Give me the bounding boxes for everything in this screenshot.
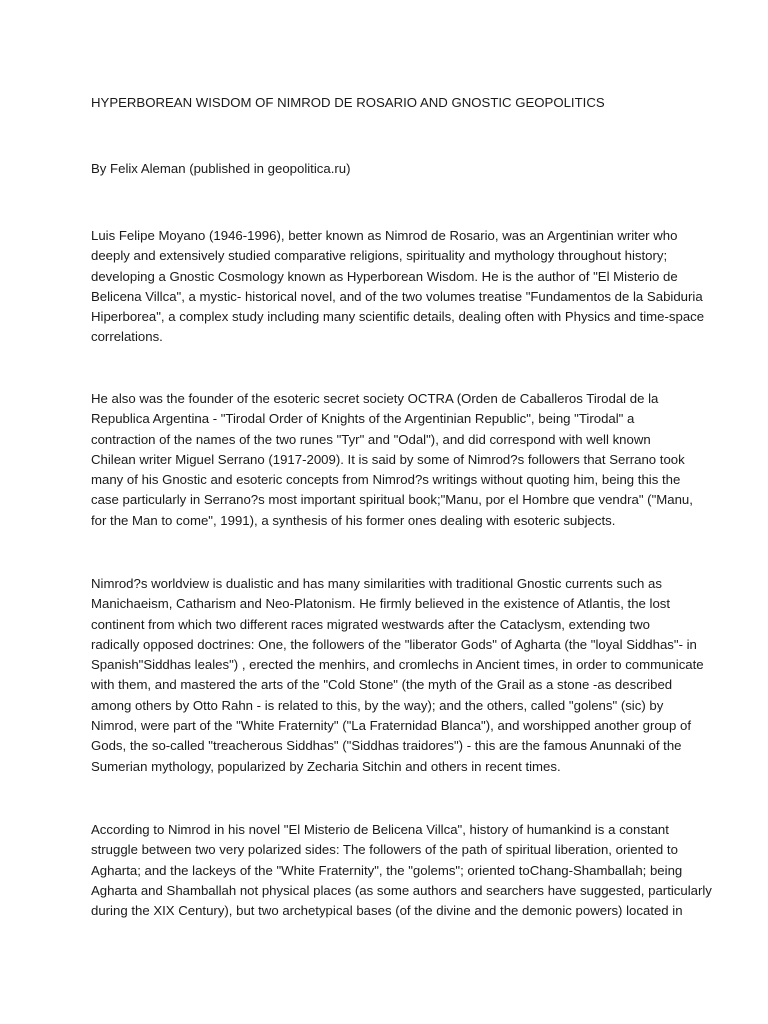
paragraph-line: with them, and mastered the arts of the "Cold Stone" (the myth of the Grail as a stone -as described: [91, 677, 673, 693]
paragraph-line: Republica Argentina - "Tirodal Order of Knights of the Argentinian Republic", being "Tirodal" a: [91, 411, 635, 427]
paragraph-line: developing a Gnostic Cosmology known as Hyperborean Wisdom. He is the author of "El Misterio de: [91, 268, 678, 284]
paragraph-line: Luis Felipe Moyano (1946-1996), better known as Nimrod de Rosario, was an Argentinian writer who: [91, 228, 678, 243]
paragraph: [91, 389, 691, 531]
paragraph-line: Nimrod?s worldview is dualistic and has many similarities with traditional Gnostic currents such as: [91, 576, 662, 591]
paragraph-line: He also was the founder of the esoteric secret society OCTRA (Orden de Caballeros Tirodal de la: [91, 391, 659, 406]
paragraph: [91, 820, 712, 921]
paragraph-line: Manichaeism, Catharism and Neo-Platonism. He firmly believed in the existence of Atlantis, the lost: [91, 596, 671, 612]
paragraph-line: contraction of the names of the two runes "Tyr" and "Odal"), and did correspond with well known: [91, 431, 651, 447]
paragraph-line: continent from which two different races migrated westwards after the Cataclysm, extending two: [91, 616, 651, 632]
paragraph-line: case particularly in Serrano?s most important spiritual book;"Manu, por el Hombre que vendra" ("Manu,: [91, 492, 693, 508]
paragraph-line: radically opposed doctrines: One, the followers of the "liberator Gods" of Agharta (the "loyal Siddhas"- in: [91, 636, 697, 652]
paragraph-line: Agharta; and the lackeys of the "White Fraternity", the "golems"; oriented toChang-Shamballah; being: [91, 862, 683, 878]
paragraph-line: Agharta and Shamballah not physical places (as some authors and searchers have suggested, particularly: [91, 882, 712, 898]
paragraph-line: Gods, the so-called "treacherous Siddhas" ("Siddhas traidores") - this are the famous Anunnaki of the: [91, 738, 682, 754]
document-title: HYPERBOREAN WISDOM OF NIMROD DE ROSARIO AND GNOSTIC GEOPOLITICS: [91, 95, 605, 110]
paragraph-line: Hiperborea", a complex study including many scientific details, dealing often with Physics and time-space: [91, 309, 705, 325]
paragraph-line: during the XIX Century), but two archetypical bases (of the divine and the demonic powers) located in: [91, 903, 683, 919]
paragraph-line: many of his Gnostic and esoteric concepts from Nimrod?s writings without quoting him, being this the: [91, 472, 681, 488]
paragraph-line: Spanish"Siddhas leales") , erected the menhirs, and cromlechs in Ancient times, in order to communicate: [91, 657, 704, 673]
paragraph-line: Belicena Villca", a mystic- historical novel, and of the two volumes treatise "Fundamentos de la Sabiduria: [91, 288, 703, 304]
paragraph-line: According to Nimrod in his novel "El Misterio de Belicena Villca", history of humankind is a constant: [91, 822, 669, 837]
paragraph-line: Sumerian mythology, popularized by Zecharia Sitchin and others in recent times.: [91, 758, 561, 774]
paragraph-line: among others by Otto Rahn - is related to this, by the way); and the others, called "golens" (sic) by: [91, 697, 664, 713]
byline: By Felix Aleman (published in geopolitica.ru): [91, 161, 351, 176]
paragraph: [91, 574, 704, 777]
paragraph-line: Chilean writer Miguel Serrano (1917-2009). It is said by some of Nimrod?s followers that Serrano took: [91, 451, 685, 467]
paragraph-line: for the Man to come", 1991), a synthesis of his former ones dealing with esoteric subjects.: [91, 512, 616, 528]
paragraph-line: struggle between two very polarized sides: The followers of the path of spiritual liberation, oriented to: [91, 842, 678, 858]
paragraph-line: Nimrod, were part of the "White Fraternity" ("La Fraternidad Blanca"), and worshipped another group of: [91, 718, 691, 734]
paragraph-line: correlations.: [91, 329, 163, 345]
paragraph-line: deeply and extensively studied comparative religions, spirituality and mythology throughout history;: [91, 248, 668, 264]
paragraph: [91, 226, 705, 348]
